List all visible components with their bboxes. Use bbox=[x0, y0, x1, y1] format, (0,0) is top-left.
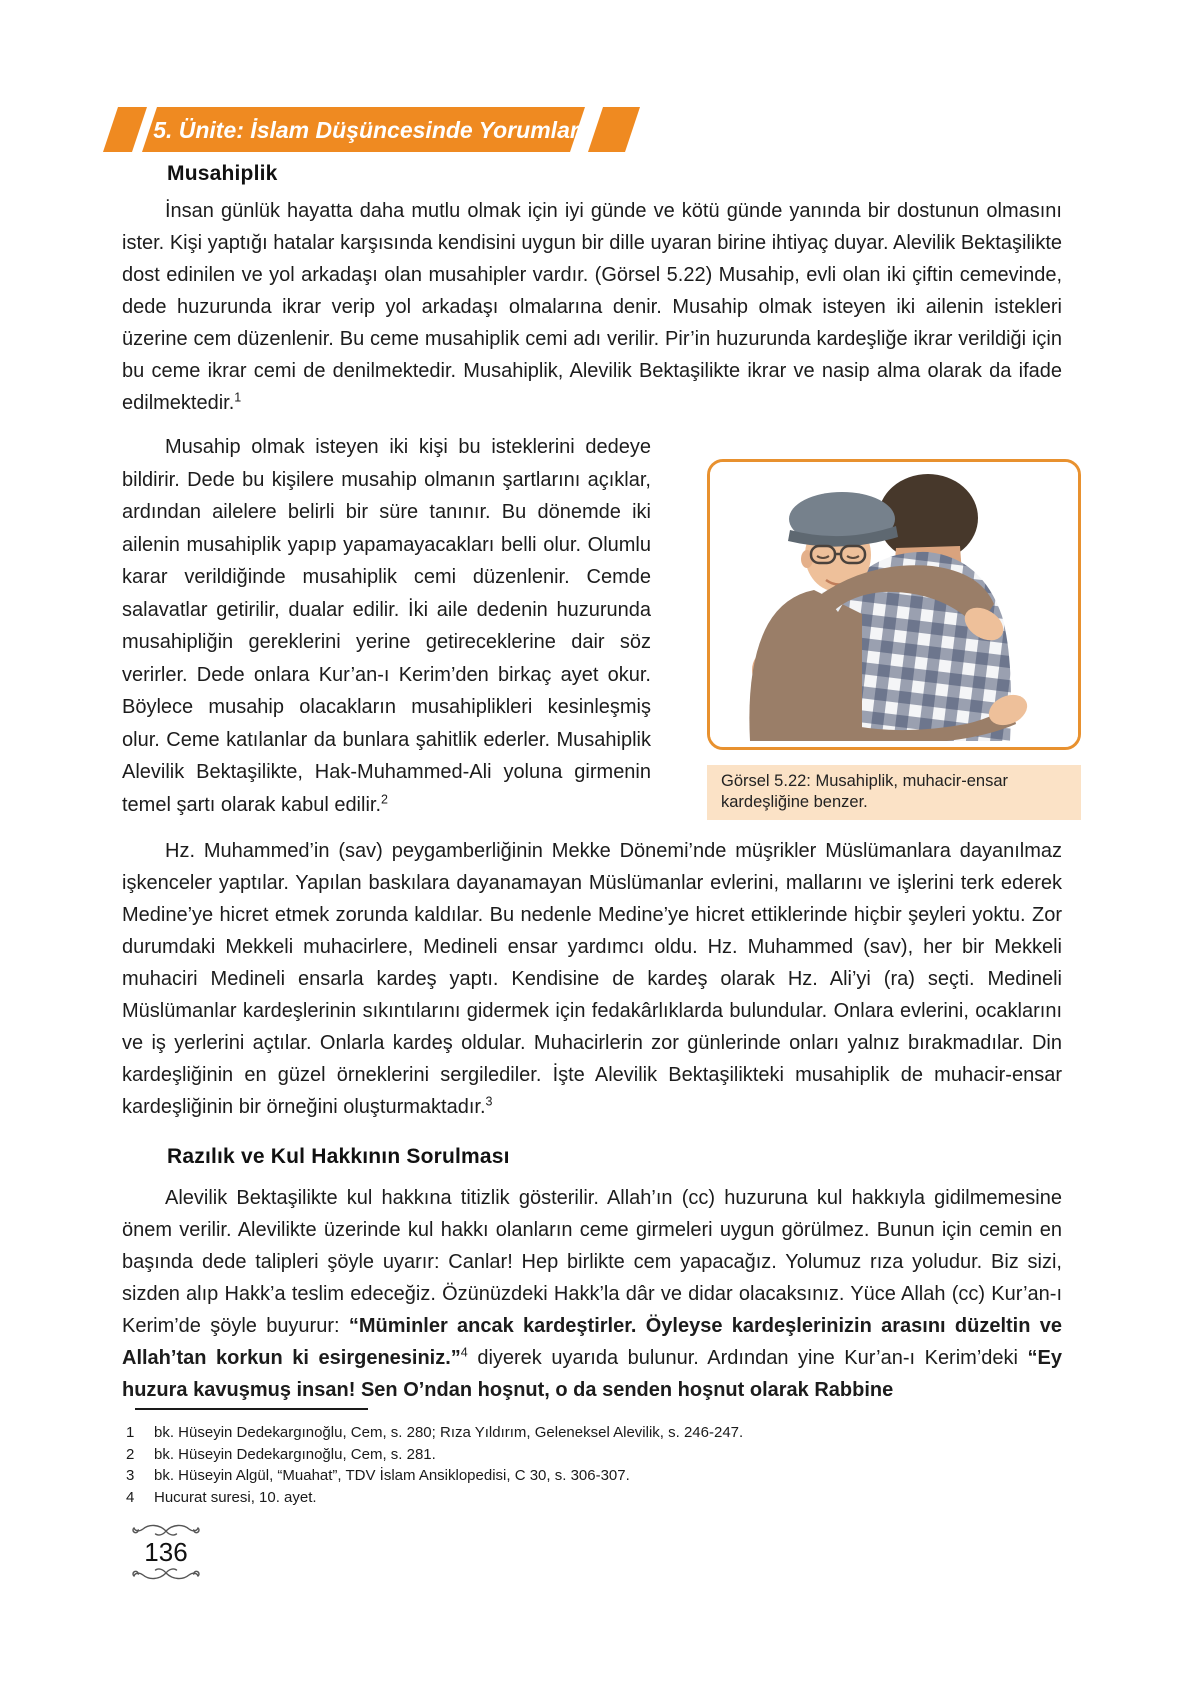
footnote-marker-4: 4 bbox=[460, 1345, 468, 1360]
flourish-bottom-icon bbox=[130, 1566, 202, 1582]
left-text-column bbox=[122, 431, 651, 821]
hug-photo bbox=[710, 462, 1078, 741]
paragraph-hicret-text: Hz. Muhammed’in (sav) peygamberliğinin Mekke Dönemi’nde müşrikler Müslümanlara dayanılmaz işkenceler yaptılar. Yapılan baskılara dayanamayan Müslümanlar evlerini, mallarını ve işlerini terk ederek Medine’ye hicret etmek zorunda kaldılar. Bu nedenle Medine’ye hicret ettiklerinde hiçbir şeyleri yoktu. Zor durumdaki Mekkeli muhacirlere, Medineli ensar yardımcı oldu. Hz. Muhammed (sav), her bir Mekkeli muhaciri Medineli ensarla kardeş yaptı. Kendisine de kardeş olarak Hz. Ali’yi (ra) seçti. Medineli Müslümanlar kardeşlerinin sıkıntılarını gidermek için fedakârlıklarda bulundular. Onlara evlerini, ocaklarını ve iş yerlerini açtılar. Onlarla kardeş oldular. Muhacirlerin zor günlerinde onları yalnız bırakmadılar. Din kardeşliğinin en güzel örneklerini sergilediler. İşte Alevilik Bektaşilikteki musahiplik de muhacir-ensar kardeşliğinin bir örneğini oluşturmaktadır. bbox=[122, 840, 1062, 1118]
footnote-item bbox=[122, 1422, 1062, 1444]
two-column-section bbox=[122, 431, 1062, 821]
footnote-number: 1 bbox=[126, 1424, 135, 1441]
figure-gorsel-5-22 bbox=[707, 459, 1081, 820]
photo-frame bbox=[707, 459, 1081, 750]
page-number: 136 bbox=[144, 1537, 188, 1567]
footnote-text: bk. Hüseyin Dedekargınoğlu, Cem, s. 281. bbox=[154, 1445, 436, 1463]
paragraph-intro bbox=[122, 195, 1062, 419]
heading-musahiplik: Musahiplik bbox=[167, 162, 278, 185]
footnote-divider bbox=[135, 1408, 368, 1410]
paragraph-hicret bbox=[122, 835, 1062, 1123]
heading-razilik: Razılık ve Kul Hakkının Sorulması bbox=[167, 1145, 510, 1168]
paragraph-intro-text: İnsan günlük hayatta daha mutlu olmak için iyi günde ve kötü günde yanında bir dostunun olmasını ister. Kişi yaptığı hatalar karşısında kendisini uygun bir dille uyaran birine ihtiyaç duyar. Alevilik Bektaşilikte dost edinilen ve yol arkadaşı olan musahipler vardır. (Görsel 5.22) Musahip, evli olan iki çiftin cemevinde, dede huzurunda ikrar verip yol arkadaşı olmalarına denir. Musahip olmak isteyen iki ailenin istekleri üzerine cem düzenlenir. Bu ceme musahiplik cemi adı verilir. Pir’in huzurunda kardeşliğe ikrar verildiği için bu ceme ikrar cemi de denilmektedir. Musahiplik, Alevilik Bektaşilikte ikrar ve nasip alma olarak da ifade edilmektedir. bbox=[122, 200, 1062, 414]
footnote-item bbox=[122, 1444, 1062, 1466]
footnote-text: bk. Hüseyin Algül, “Muahat”, TDV İslam Ansiklopedisi, C 30, s. 306-307. bbox=[154, 1467, 630, 1484]
footnotes bbox=[122, 1408, 1062, 1508]
footnote-number: 3 bbox=[126, 1467, 135, 1484]
page-number-ornament bbox=[124, 1522, 208, 1582]
footnote-item bbox=[122, 1487, 1062, 1509]
figure-caption: Görsel 5.22: Musahiplik, muhacir-ensar kardeşliğine benzer. bbox=[707, 765, 1081, 820]
footnote-text: Hucurat suresi, 10. ayet. bbox=[154, 1488, 317, 1506]
page-content bbox=[122, 162, 1062, 1406]
paragraph-kul-hakki-text-2: diyerek uyarıda bulunur. Ardından yine Kur’an-ı Kerim’deki bbox=[467, 1347, 1028, 1369]
flourish-top-icon bbox=[130, 1522, 202, 1538]
quran-quote-2: “Ey huzura kavuşmuş insan! Sen O’ndan hoşnut, o da senden hoşnut olarak Rabbine bbox=[122, 1347, 1062, 1401]
footnote-marker-1: 1 bbox=[234, 390, 242, 405]
paragraph-kul-hakki-text: Alevilik Bektaşilikte kul hakkına titizlik gösterilir. Allah’ın (cc) huzuruna kul hakkıyla gidilmemesine önem verilir. Alevilikte üzerinde kul hakkı olanların ceme girmeleri uygun görülmez. Bunun için cemin en başında dede talipleri şöyle uyarır: Canlar! Hep birlikte cem yapacağız. Yolumuz rıza yoludur. Biz sizi, sizden alıp Hakk’a teslim edeceğiz. Özünüzdeki Hakk’la dâr ve didar olacaksınız. Yüce Allah (cc) Kur’an-ı Kerim’de şöyle buyurur: bbox=[122, 1187, 1062, 1337]
footnote-marker-2: 2 bbox=[381, 791, 388, 806]
footnote-text: bk. Hüseyin Dedekargınoğlu, Cem, s. 280; Rıza Yıldırım, Geleneksel Alevilik, s. 246-247. bbox=[154, 1424, 744, 1441]
footnote-number: 4 bbox=[126, 1488, 135, 1506]
quran-quote-1: “Müminler ancak kardeştirler. Öyleyse kardeşlerinizin arasını düzeltin ve Allah’tan korkun ki esirgenesiniz.” bbox=[122, 1315, 1062, 1369]
paragraph-kul-hakki bbox=[122, 1182, 1062, 1406]
paragraph-musahip-cemi-text: Musahip olmak isteyen iki kişi bu isteklerini dedeye bildirir. Dede bu kişilere musahip olmanın şartlarını açıklar, ardından ailelere belirli bir süre tanınır. Bu dönemde iki ailenin musahiplik yapıp yapamayacakları belli olur. Olumlu karar verildiğinde musahiplik cemi düzenlenir. Cemde salavatlar getirilir, dualar edilir. İki aile dedenin huzurunda musahipliğin gereklerini yerine getireceklerine dair söz verirler. Dede onlara Kur’an-ı Kerim’den birkaç ayet okur. Böylece musahip olacakların musahiplikleri kesinleşmiş olur. Ceme katılanlar da bunlara şahitlik ederler. Musahiplik Alevilik Bektaşilikte, Hak-Muhammed-Ali yoluna girmenin temel şartı olarak kabul edilir. bbox=[122, 436, 651, 816]
footnote-marker-3: 3 bbox=[485, 1094, 493, 1109]
footnote-item bbox=[122, 1465, 1062, 1487]
footnote-number: 2 bbox=[126, 1445, 135, 1463]
unit-band-label: 5. Ünite: İslam Düşüncesinde Yorumlar bbox=[153, 117, 579, 143]
unit-band-shape bbox=[100, 107, 645, 152]
unit-band bbox=[100, 107, 645, 157]
paragraph-musahip-cemi bbox=[122, 431, 651, 821]
